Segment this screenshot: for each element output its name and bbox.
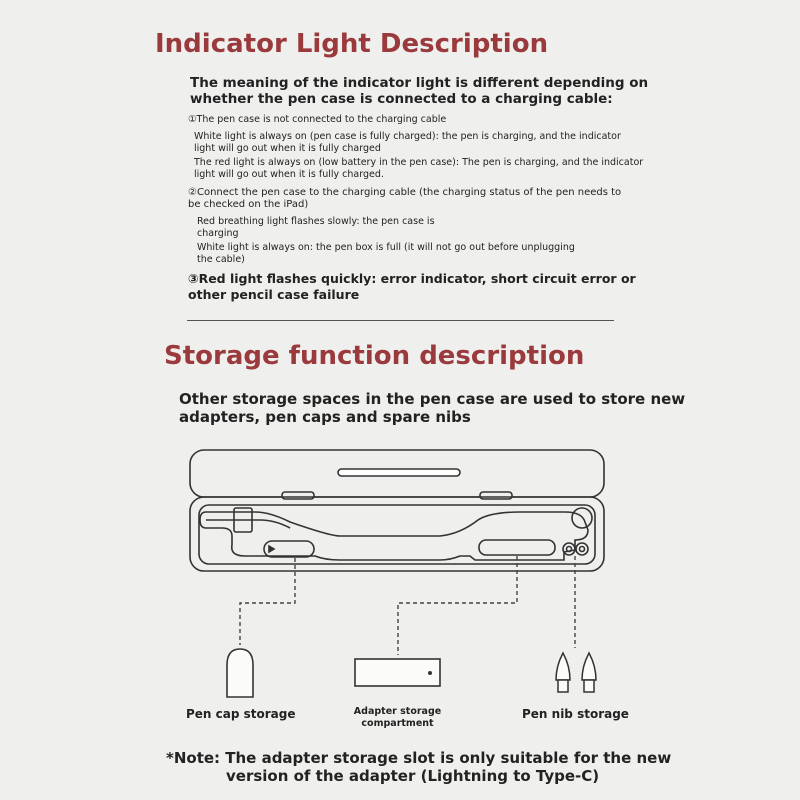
note-line1: *Note: The adapter storage slot is only suitable for the new [166,749,672,767]
lid-slot [338,469,460,476]
case3-line1: ③Red light flashes quickly: error indicator, short circuit error or [188,271,636,286]
adapter-dot [428,671,432,675]
nib-hole-1-inner [567,547,572,552]
pen-cap-illustration [227,649,253,697]
case1-item1-line2: light will go out when it is fully charged [194,143,381,154]
case1-item2-line1: The red light is always on (low battery in the pen case): The pen is charging, and the indicator [194,157,644,168]
cap-slot-arrow [269,546,274,552]
case2-item2-line1: White light is always on: the pen box is full (it will not go out before unplugging [197,242,575,253]
indicator-intro-line1: The meaning of the indicator light is different depending on [190,75,649,91]
storage-intro-line2: adapters, pen caps and spare nibs [179,408,471,426]
hinge-left [282,492,314,499]
case2-item1-line2: charging [197,228,239,239]
hinge-right [480,492,512,499]
nib-2-base [584,680,594,692]
case1-item1-line1: White light is always on (pen case is fully charged): the pen is charging, and the indicator [194,131,621,142]
nib-hole-1 [563,543,575,555]
case2-heading-line2: be checked on the iPad) [188,199,309,210]
label-adapter-line1: Adapter storage [353,706,442,717]
nib-2 [582,653,596,680]
cable-line [206,520,290,528]
label-pen-cap-storage: Pen cap storage [186,707,296,721]
note-line2: version of the adapter (Lightning to Type-C) [226,767,600,785]
label-adapter-storage [350,706,445,730]
case2-item2-line2: the cable) [197,254,245,265]
case3-line2: other pencil case failure [188,287,360,302]
case2-heading-line1: ②Connect the pen case to the charging cable (the charging status of the pen needs to [188,187,622,198]
nib-hole-2 [576,543,588,555]
case2-item1-line1: Red breathing light flashes slowly: the pen case is [197,216,435,227]
adapter-illustration [355,659,440,686]
label-adapter-line2: compartment [361,718,434,729]
storage-title: Storage function description [164,341,585,371]
nibs-illustration [556,653,596,692]
nib-1 [556,653,570,680]
indicator-title: Indicator Light Description [155,29,549,59]
adapter-slot [479,540,555,555]
case1-item2-line2: light will go out when it is fully charged. [194,169,384,180]
nib-hole-2-inner [580,547,585,552]
label-pen-nib-storage: Pen nib storage [522,707,629,721]
nib-1-base [558,680,568,692]
storage-intro-line1: Other storage spaces in the pen case are used to store new [179,390,686,408]
indicator-intro-line2: whether the pen case is connected to a charging cable: [190,91,613,107]
case1-heading: ①The pen case is not connected to the charging cable [188,114,447,125]
